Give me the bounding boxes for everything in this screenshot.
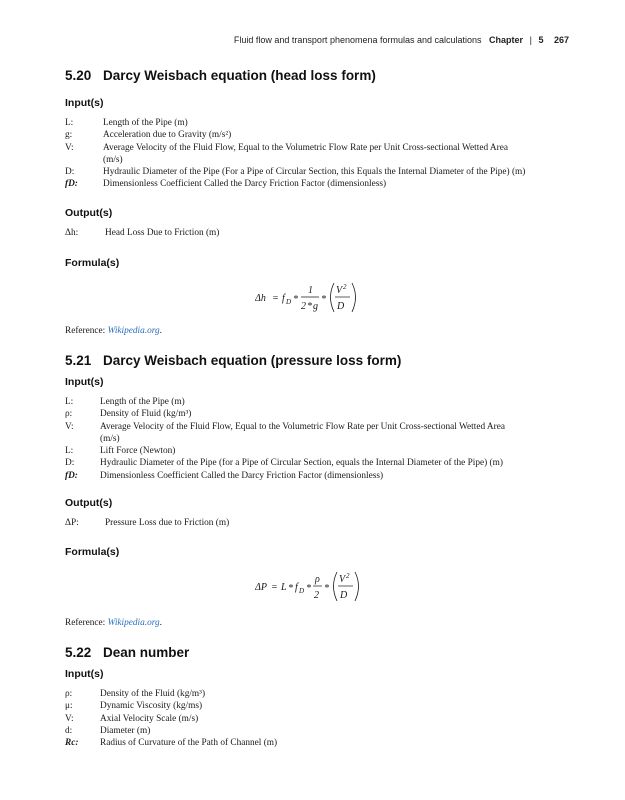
input-description: Length of the Pipe (m) [103, 118, 188, 128]
input-symbol: μ: [65, 701, 73, 712]
input-symbol: ρ: [65, 689, 73, 699]
input-description: Hydraulic Diameter of the Pipe (For a Pipe of Circular Section, this Equals the Internal Diameter of the Pipe) (m) [103, 167, 526, 178]
input-symbol: V: [65, 713, 74, 724]
svg-text:D: D [286, 298, 292, 306]
header-title: Fluid flow and transport phenomena formulas and calculations [233, 35, 482, 45]
inputs-heading: Input(s) [65, 668, 104, 680]
input-list [65, 688, 565, 749]
svg-text:2: 2 [301, 301, 306, 312]
formula-head-loss [255, 279, 365, 317]
outputs-heading: Output(s) [65, 497, 113, 509]
input-symbol: L: [65, 397, 74, 407]
input-item [65, 142, 565, 167]
input-symbol: D: [65, 167, 75, 178]
svg-text:V: V [339, 574, 346, 585]
reference [65, 618, 162, 628]
svg-text:f: f [282, 293, 285, 304]
reference-end: . [159, 326, 162, 336]
input-description: Acceleration due to Gravity (m/s²) [103, 130, 232, 141]
input-item [65, 688, 565, 700]
svg-text:f: f [295, 582, 298, 593]
svg-text:D: D [337, 301, 345, 312]
svg-text:=: = [271, 582, 278, 593]
svg-text:2: 2 [346, 572, 350, 580]
formula-pressure-loss [255, 568, 365, 606]
svg-text:ρ: ρ [315, 574, 320, 585]
reference [65, 326, 162, 336]
input-symbol: L: [65, 446, 74, 457]
inputs-heading: Input(s) [65, 97, 104, 109]
input-item [65, 470, 565, 482]
svg-text:*: * [288, 583, 293, 594]
input-symbol: ρ: [65, 409, 73, 420]
output-item [65, 517, 565, 529]
svg-text:*: * [293, 294, 298, 305]
chapter-label: Chapter [489, 35, 524, 45]
section-5-22-title [65, 645, 189, 660]
input-item [65, 725, 565, 737]
input-item [65, 713, 565, 725]
formula-heading: Formula(s) [65, 546, 120, 558]
output-description: Head Loss Due to Friction (m) [105, 228, 220, 238]
input-description: Axial Velocity Scale (m/s) [100, 713, 199, 724]
section-5-21-title [65, 353, 401, 368]
section-number: 5.21 [65, 353, 92, 368]
input-symbol: D: [65, 458, 75, 469]
input-description: Dimensionless Coefficient Called the Darcy Friction Factor (dimensionless) [100, 470, 384, 481]
section-heading: Darcy Weisbach equation (pressure loss form) [103, 353, 402, 368]
input-symbol: Rc: [65, 738, 79, 749]
input-list [65, 117, 565, 191]
svg-text:2: 2 [343, 283, 347, 291]
output-symbol: Δh: [65, 228, 79, 238]
input-item [65, 178, 565, 190]
input-description: Dimensionless Coefficient Called the Darcy Friction Factor (dimensionless) [103, 179, 387, 190]
reference-end: . [159, 618, 162, 628]
svg-text:=: = [272, 293, 279, 304]
reference-link[interactable]: Wikipedia.org [107, 618, 160, 628]
section-number: 5.22 [65, 645, 92, 660]
section-heading: Dean number [103, 645, 190, 660]
input-item [65, 396, 565, 408]
input-item [65, 129, 565, 141]
output-symbol: ΔP: [65, 518, 79, 528]
inputs-heading: Input(s) [65, 376, 104, 388]
input-item [65, 117, 565, 129]
reference-label: Reference: [65, 618, 106, 628]
input-item [65, 445, 565, 457]
header-separator: | [529, 35, 532, 45]
svg-text:2: 2 [314, 590, 319, 601]
svg-text:D: D [299, 587, 305, 595]
svg-text:Δh: Δh [255, 293, 266, 304]
input-item [65, 421, 565, 446]
input-item [65, 737, 565, 749]
chapter-number: 5 [538, 35, 544, 45]
svg-text:D: D [340, 590, 348, 601]
svg-text:*: * [324, 583, 329, 594]
input-description: Length of the Pipe (m) [100, 397, 185, 407]
svg-text:g: g [313, 301, 318, 312]
reference-link[interactable]: Wikipedia.org [107, 326, 160, 336]
svg-text:L: L [281, 582, 287, 593]
output-list [65, 227, 565, 239]
outputs-heading: Output(s) [65, 207, 113, 219]
input-description: Dynamic Viscosity (kg/ms) [100, 701, 203, 712]
input-description: Hydraulic Diameter of the Pipe (for a Pipe of Circular Section, equals the Internal Diameter of the Pipe) (m) [100, 458, 503, 469]
input-description: Diameter (m) [100, 725, 151, 736]
output-list [65, 517, 565, 529]
reference-label: Reference: [65, 326, 106, 336]
input-description: Average Velocity of the Fluid Flow, Equal to the Volumetric Flow Rate per Unit Cross-sectional Wetted Area (m/s) [100, 421, 505, 444]
input-item [65, 457, 565, 469]
input-description: Density of the Fluid (kg/m³) [100, 689, 206, 699]
input-symbol: V: [65, 142, 74, 153]
section-heading: Darcy Weisbach equation (head loss form) [103, 68, 376, 83]
output-item [65, 227, 565, 239]
input-description: Average Velocity of the Fluid Flow, Equal to the Volumetric Flow Rate per Unit Cross-sectional Wetted Area (m/s) [103, 142, 508, 165]
input-item [65, 700, 565, 712]
input-symbol: L: [65, 118, 74, 128]
input-description: Radius of Curvature of the Path of Channel (m) [100, 738, 278, 749]
section-5-20-title [65, 68, 376, 83]
svg-text:V: V [336, 285, 343, 296]
running-header [234, 35, 569, 45]
svg-text:*: * [321, 294, 326, 305]
page-number: 267 [553, 35, 569, 45]
formula-heading: Formula(s) [65, 257, 120, 269]
input-item [65, 408, 565, 420]
input-symbol: fD: [65, 470, 78, 481]
input-symbol: g: [65, 130, 73, 141]
input-description: Density of Fluid (kg/m³) [100, 409, 192, 420]
input-item [65, 166, 565, 178]
input-symbol: V: [65, 421, 74, 432]
svg-text:1: 1 [308, 285, 313, 296]
output-description: Pressure Loss due to Friction (m) [105, 518, 230, 528]
input-description: Lift Force (Newton) [100, 446, 176, 457]
svg-text:*: * [307, 301, 312, 312]
svg-text:ΔP: ΔP [255, 582, 267, 593]
input-symbol: fD: [65, 179, 78, 190]
section-number: 5.20 [65, 68, 92, 83]
input-list [65, 396, 565, 482]
svg-text:*: * [306, 583, 311, 594]
input-symbol: d: [65, 725, 73, 736]
